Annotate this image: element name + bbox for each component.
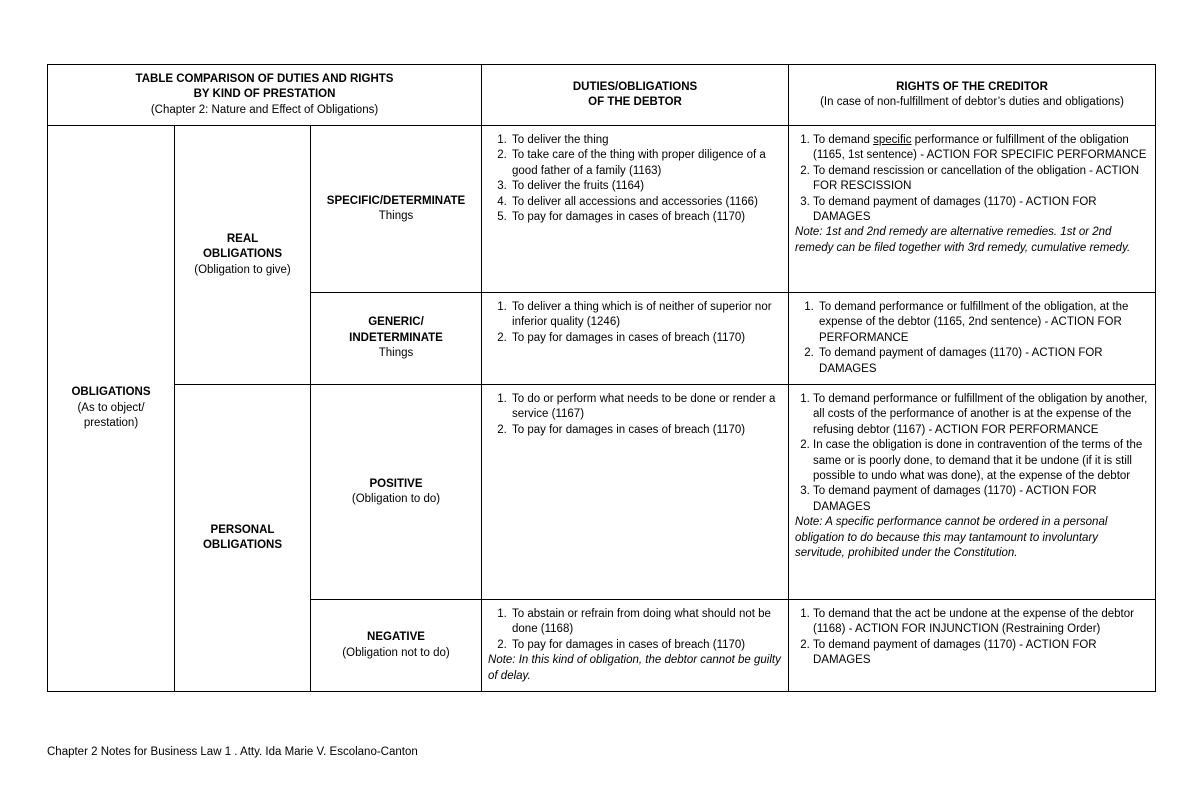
obligations-sub-line1: (As to object/ xyxy=(77,401,145,414)
negative-rights-list xyxy=(795,607,1149,669)
table-row-positive xyxy=(48,385,1156,600)
positive-duties-cell xyxy=(482,385,789,600)
positive-duties-list xyxy=(488,392,782,438)
list-item xyxy=(813,133,1149,164)
personal-obligations-cell xyxy=(175,385,311,692)
list-item: 1. To deliver a thing which is of neither of superior nor inferior quality (1246) xyxy=(510,300,782,331)
list-item: 4. To deliver all accessions and accessories (1166) xyxy=(510,195,782,210)
obligations-sub-line2: prestation) xyxy=(83,417,139,430)
list-item: 3. To demand payment of damages (1170) - ACTION FOR DAMAGES xyxy=(813,195,1149,226)
positive-rights-cell xyxy=(789,385,1156,600)
comparison-table xyxy=(47,64,1156,692)
negative-title: NEGATIVE xyxy=(367,631,425,644)
rights-text-underlined: specific xyxy=(873,134,912,146)
negative-duties-note: Note: In this kind of obligation, the debtor cannot be guilty of delay. xyxy=(488,654,781,682)
specific-cell xyxy=(311,126,482,293)
table-title-cell xyxy=(48,65,482,126)
personal-title-line1: PERSONAL xyxy=(210,523,275,536)
real-obligations-cell xyxy=(175,126,311,385)
rights-header-title: RIGHTS OF THE CREDITOR xyxy=(896,80,1048,93)
negative-duties-list xyxy=(488,607,782,653)
obligations-title: OBLIGATIONS xyxy=(71,386,151,399)
page-footer: Chapter 2 Notes for Business Law 1 . Atty. Ida Marie V. Escolano-Canton xyxy=(47,746,418,758)
rights-text-pre: To demand xyxy=(813,134,874,146)
positive-title: POSITIVE xyxy=(369,477,423,490)
negative-sub: (Obligation not to do) xyxy=(342,646,450,659)
table-title-sub: (Chapter 2: Nature and Effect of Obligations) xyxy=(150,103,379,116)
list-item: 1. To abstain or refrain from doing what should not be done (1168) xyxy=(510,607,782,638)
list-item: 3. To demand payment of damages (1170) - ACTION FOR DAMAGES xyxy=(813,484,1149,515)
negative-duties-cell xyxy=(482,600,789,692)
list-item: 5. To pay for damages in cases of breach (1170) xyxy=(510,210,782,225)
generic-duties-cell xyxy=(482,293,789,385)
specific-rights-list xyxy=(795,133,1149,225)
duties-header-line2: OF THE DEBTOR xyxy=(588,96,682,108)
list-item: 1. To do or perform what needs to be done or render a service (1167) xyxy=(510,392,782,423)
duties-header-line1: DUTIES/OBLIGATIONS xyxy=(572,80,698,93)
generic-sub: Things xyxy=(378,347,414,360)
positive-sub: (Obligation to do) xyxy=(351,493,441,505)
rights-header-sub: (In case of non-fulfillment of debtor’s duties and obligations) xyxy=(820,96,1124,108)
generic-duties-list xyxy=(488,300,782,346)
list-item: 1. To demand performance or fulfillment of the obligation by another, all costs of the performance of another is at the expense of the refusing debtor (1167) - ACTION FOR PERFORMANCE xyxy=(813,392,1149,438)
personal-title-line2: OBLIGATIONS xyxy=(202,539,282,551)
negative-cell xyxy=(311,600,482,692)
specific-duties-cell xyxy=(482,126,789,293)
table-title-line1: TABLE COMPARISON OF DUTIES AND RIGHTS xyxy=(135,72,394,85)
list-item: 2. In case the obligation is done in contravention of the terms of the same or is poorly done, to demand that it be undone (if it is still possible to undo what was done), at the expense of the debtor xyxy=(813,438,1149,484)
list-item: 2. To demand payment of damages (1170) - ACTION FOR DAMAGES xyxy=(813,638,1149,669)
generic-rights-cell xyxy=(789,293,1156,385)
list-item: 2. To pay for damages in cases of breach (1170) xyxy=(510,423,782,438)
generic-rights-list xyxy=(795,300,1149,377)
list-item: 2. To pay for damages in cases of breach (1170) xyxy=(510,638,782,653)
list-item: 1. To demand that the act be undone at the expense of the debtor (1168) - ACTION FOR INJUNCTION (Restraining Order) xyxy=(813,607,1149,638)
rights-header-cell xyxy=(789,65,1156,126)
positive-rights-list xyxy=(795,392,1149,515)
generic-title-line2: INDETERMINATE xyxy=(349,331,443,344)
list-item: 1. To demand performance or fulfillment of the obligation, at the expense of the debtor (1165, 2nd sentence) - ACTION FOR PERFORMANCE xyxy=(817,300,1149,346)
generic-cell xyxy=(311,293,482,385)
header-row xyxy=(48,65,1156,126)
obligations-cell xyxy=(48,126,175,692)
real-sub: (Obligation to give) xyxy=(194,263,291,276)
list-item: 3. To deliver the fruits (1164) xyxy=(510,179,782,194)
positive-rights-note: Note: A specific performance cannot be ordered in a personal obligation to do because this may tantamount to involuntary servitude, prohibited under the Constitution. xyxy=(795,516,1108,560)
rights-text-post: performance or fulfillment of the obligation (1165, 1st sentence) - ACTION FOR SPECIFIC PERFORMANCE xyxy=(813,134,1147,162)
specific-rights-note: Note: 1st and 2nd remedy are alternative remedies. 1st or 2nd remedy can be filed together with 3rd remedy, cumulative remedy. xyxy=(795,226,1131,254)
list-item: 2. To take care of the thing with proper diligence of a good father of a family (1163) xyxy=(510,148,782,179)
duties-header-cell xyxy=(482,65,789,126)
list-item: 1. To deliver the thing xyxy=(510,133,782,148)
real-title-line2: OBLIGATIONS xyxy=(202,248,282,261)
list-item: 2. To pay for damages in cases of breach (1170) xyxy=(510,331,782,346)
real-title-line1: REAL xyxy=(226,232,259,245)
list-item: 2. To demand payment of damages (1170) - ACTION FOR DAMAGES xyxy=(817,346,1149,377)
table-row-specific xyxy=(48,126,1156,293)
specific-duties-list xyxy=(488,133,782,225)
generic-title-line1: GENERIC/ xyxy=(368,316,424,329)
table-title-line2: BY KIND OF PRESTATION xyxy=(193,88,336,101)
specific-rights-cell xyxy=(789,126,1156,293)
list-item: 2. To demand rescission or cancellation of the obligation - ACTION FOR RESCISSION xyxy=(813,164,1149,195)
positive-cell xyxy=(311,385,482,600)
negative-rights-cell xyxy=(789,600,1156,692)
specific-sub: Things xyxy=(378,210,414,222)
specific-title: SPECIFIC/DETERMINATE xyxy=(326,194,466,207)
